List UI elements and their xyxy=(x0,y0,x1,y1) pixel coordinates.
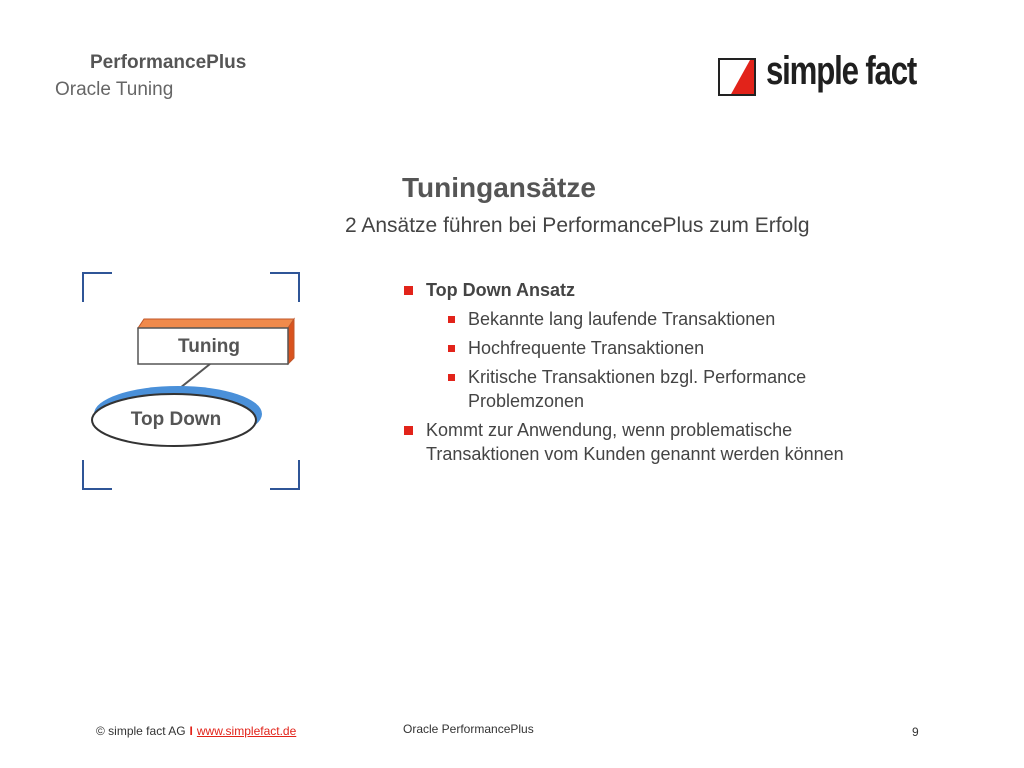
slide-subtitle: 2 Ansätze führen bei PerformancePlus zum Erfolg xyxy=(345,214,810,237)
bullet-square-icon xyxy=(404,286,413,295)
simple-fact-logo xyxy=(718,49,928,104)
sub-bullet-square-icon xyxy=(448,345,455,352)
copyright-text: © simple fact AG xyxy=(96,724,186,738)
tuning-diagram xyxy=(80,270,302,492)
header-title: PerformancePlus xyxy=(90,52,247,73)
sub-bullet-square-icon xyxy=(448,374,455,381)
frame-corners xyxy=(83,273,299,489)
tuning-box-label: Tuning xyxy=(178,336,240,357)
logo-text: simple fact xyxy=(766,49,917,93)
box-top-face xyxy=(138,319,294,328)
header-subtitle: Oracle Tuning xyxy=(55,79,174,100)
footer-copyright xyxy=(96,724,296,738)
connector-line xyxy=(180,364,210,388)
sub-bullet-text: Hochfrequente Transaktionen xyxy=(468,338,705,358)
bullet-list xyxy=(404,278,924,471)
footer-center-text: Oracle PerformancePlus xyxy=(403,722,534,736)
footer-separator: I xyxy=(189,724,193,738)
sub-bullet-text: Kritische Transaktionen bzgl. Performance Problemzonen xyxy=(468,367,807,411)
sub-bullet-item xyxy=(404,365,848,413)
box-side-face xyxy=(288,319,294,364)
bullet-item xyxy=(404,418,896,466)
bullet-item xyxy=(404,278,924,302)
sub-bullet-square-icon xyxy=(448,316,455,323)
page-number: 9 xyxy=(912,725,919,739)
slide-title: Tuningansätze xyxy=(402,172,596,203)
top-down-label: Top Down xyxy=(130,409,222,430)
sub-bullet-item xyxy=(404,307,924,331)
bullet-text: Top Down Ansatz xyxy=(426,280,575,300)
logo-mark-icon xyxy=(718,58,756,96)
website-link[interactable]: www.simplefact.de xyxy=(196,724,297,738)
sub-bullet-item xyxy=(404,336,924,360)
bullet-text: Kommt zur Anwendung, wenn problematische Transaktionen vom Kunden genannt werden können xyxy=(426,420,844,464)
bullet-square-icon xyxy=(404,426,413,435)
sub-bullet-text: Bekannte lang laufende Transaktionen xyxy=(468,309,776,329)
